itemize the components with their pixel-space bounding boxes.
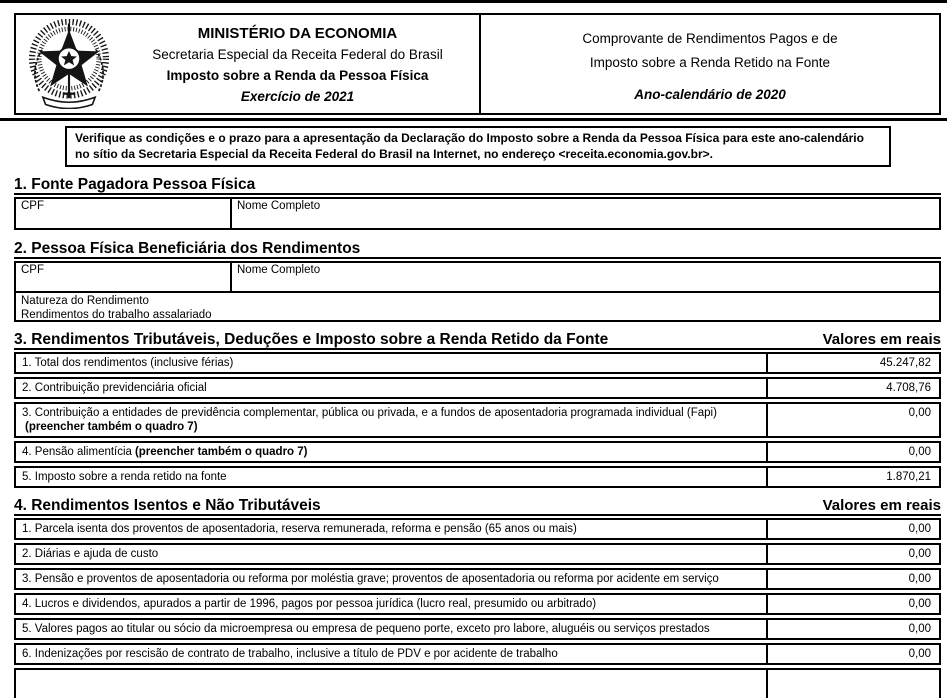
table-row <box>14 643 941 665</box>
payer-name-field <box>232 199 939 228</box>
row-label <box>16 620 766 638</box>
table-row-partial <box>14 668 941 698</box>
section3-title: 3. Rendimentos Tributáveis, Deduções e Imposto sobre a Renda Retido da Fonte <box>14 331 609 348</box>
table-row <box>14 466 941 488</box>
table-row <box>14 568 941 590</box>
income-nature-label: Natureza do Rendimento <box>21 295 149 307</box>
header-box <box>14 13 941 115</box>
section4-values-header: Valores em reais <box>822 497 941 514</box>
header-right-cell <box>481 15 939 113</box>
row-label-bold-note: (preencher também o quadro 7) <box>134 446 308 458</box>
beneficiary-name-field <box>232 263 939 291</box>
section2-heading <box>14 240 941 259</box>
form-body <box>0 126 947 698</box>
row-label-bold-note: (preencher também o quadro 7) <box>25 421 198 433</box>
row-value: 0,00 <box>766 404 939 436</box>
tax-name: Imposto sobre a Renda da Pessoa Física <box>166 67 429 83</box>
name-label: Nome Completo <box>237 200 321 212</box>
section4-title: 4. Rendimentos Isentos e Não Tributáveis <box>14 497 321 514</box>
row-label-text: 6. Indenizações por rescisão de contrato de trabalho, inclusive a título de PDV e por acidente de trabalho <box>22 648 558 660</box>
top-rule <box>0 0 947 3</box>
brazil-coat-of-arms-icon <box>16 19 122 109</box>
header-divider-rule <box>0 118 947 121</box>
row-value: 0,00 <box>766 620 939 638</box>
row-label-text: 4. Lucros e dividendos, apurados a partir de 1996, pagos por pessoa jurídica (lucro real, presumido ou arbitrado) <box>22 598 597 610</box>
table-row <box>14 618 941 640</box>
row-label <box>16 379 766 397</box>
ministry-title: MINISTÉRIO DA ECONOMIA <box>197 24 398 42</box>
row-value: 0,00 <box>766 570 939 588</box>
row-value <box>766 670 939 698</box>
calendar-year: Ano-calendário de 2020 <box>634 87 786 102</box>
row-value: 4.708,76 <box>766 379 939 397</box>
row-value: 0,00 <box>766 443 939 461</box>
cpf-label: CPF <box>21 264 44 276</box>
row-label <box>16 595 766 613</box>
income-nature-field <box>16 291 939 320</box>
row-label-text: 4. Pensão alimentícia <box>22 446 132 458</box>
section2-table <box>14 261 941 322</box>
row-label <box>16 670 766 698</box>
row-label <box>16 545 766 563</box>
table-row <box>16 199 939 228</box>
row-label-text: 1. Total dos rendimentos (inclusive férias) <box>22 357 234 369</box>
section1-table <box>14 197 941 230</box>
row-label-text: 5. Valores pagos ao titular ou sócio da microempresa ou empresa de pequeno porte, exceto pro labore, aluguéis ou serviços prestados <box>22 623 710 635</box>
row-label-text: 3. Contribuição a entidades de previdência complementar, pública ou privada, e a fundos de aposentadoria programada individual (Fapi) <box>22 407 717 419</box>
income-nature-value: Rendimentos do trabalho assalariado <box>21 309 212 321</box>
exercise-year: Exercício de 2021 <box>240 88 355 104</box>
row-label-text: 1. Parcela isenta dos proventos de aposentadoria, reserva remunerada, reforma e pensão (65 anos ou mais) <box>22 523 577 535</box>
table-row <box>14 377 941 399</box>
row-label-text: 2. Diárias e ajuda de custo <box>22 548 159 560</box>
cpf-label: CPF <box>21 200 44 212</box>
section4-heading <box>14 497 941 516</box>
name-label: Nome Completo <box>237 264 321 276</box>
section3-rows <box>14 352 941 488</box>
table-row <box>14 352 941 374</box>
section3-heading <box>14 331 941 350</box>
row-value: 0,00 <box>766 545 939 563</box>
row-label <box>16 645 766 663</box>
table-row <box>14 543 941 565</box>
table-row <box>14 518 941 540</box>
payer-cpf-field <box>16 199 232 228</box>
document-title-line1: Comprovante de Rendimentos Pagos e de <box>582 31 838 46</box>
row-label <box>16 443 766 461</box>
row-label <box>16 520 766 538</box>
header-ministry-block <box>122 22 479 107</box>
table-row <box>14 593 941 615</box>
section4-rows <box>14 518 941 665</box>
row-label-text: 5. Imposto sobre a renda retido na fonte <box>22 471 227 483</box>
header-left-cell <box>16 15 481 113</box>
header-area <box>0 13 947 115</box>
section1-heading <box>14 176 941 195</box>
table-row <box>14 441 941 463</box>
row-value: 0,00 <box>766 595 939 613</box>
row-value: 1.870,21 <box>766 468 939 486</box>
section3-values-header: Valores em reais <box>822 331 941 348</box>
table-row <box>14 402 941 438</box>
section1-title: 1. Fonte Pagadora Pessoa Física <box>14 176 256 193</box>
row-label-text: 2. Contribuição previdenciária oficial <box>22 382 207 394</box>
row-value: 0,00 <box>766 520 939 538</box>
document-title-line2: Imposto sobre a Renda Retido na Fonte <box>589 55 831 70</box>
row-label <box>16 354 766 372</box>
notice-box: Verifique as condições e o prazo para a apresentação da Declaração do Imposto sobre a Renda da Pessoa Física para este ano-calendário no sítio da Secretaria Especial da Receita Federal do Brasil na Internet, no endereço <receita.economia.gov.br>. <box>65 126 891 167</box>
beneficiary-cpf-field <box>16 263 232 291</box>
section2-title: 2. Pessoa Física Beneficiária dos Rendimentos <box>14 240 361 257</box>
row-value: 45.247,82 <box>766 354 939 372</box>
row-label <box>16 404 766 436</box>
table-row <box>16 263 939 291</box>
row-value: 0,00 <box>766 645 939 663</box>
row-label-text: 3. Pensão e proventos de aposentadoria ou reforma por moléstia grave; proventos de aposentadoria ou reforma por acidente em serviço <box>22 573 719 585</box>
row-label <box>16 468 766 486</box>
row-label <box>16 570 766 588</box>
secretariat-subtitle: Secretaria Especial da Receita Federal do Brasil <box>152 46 443 62</box>
